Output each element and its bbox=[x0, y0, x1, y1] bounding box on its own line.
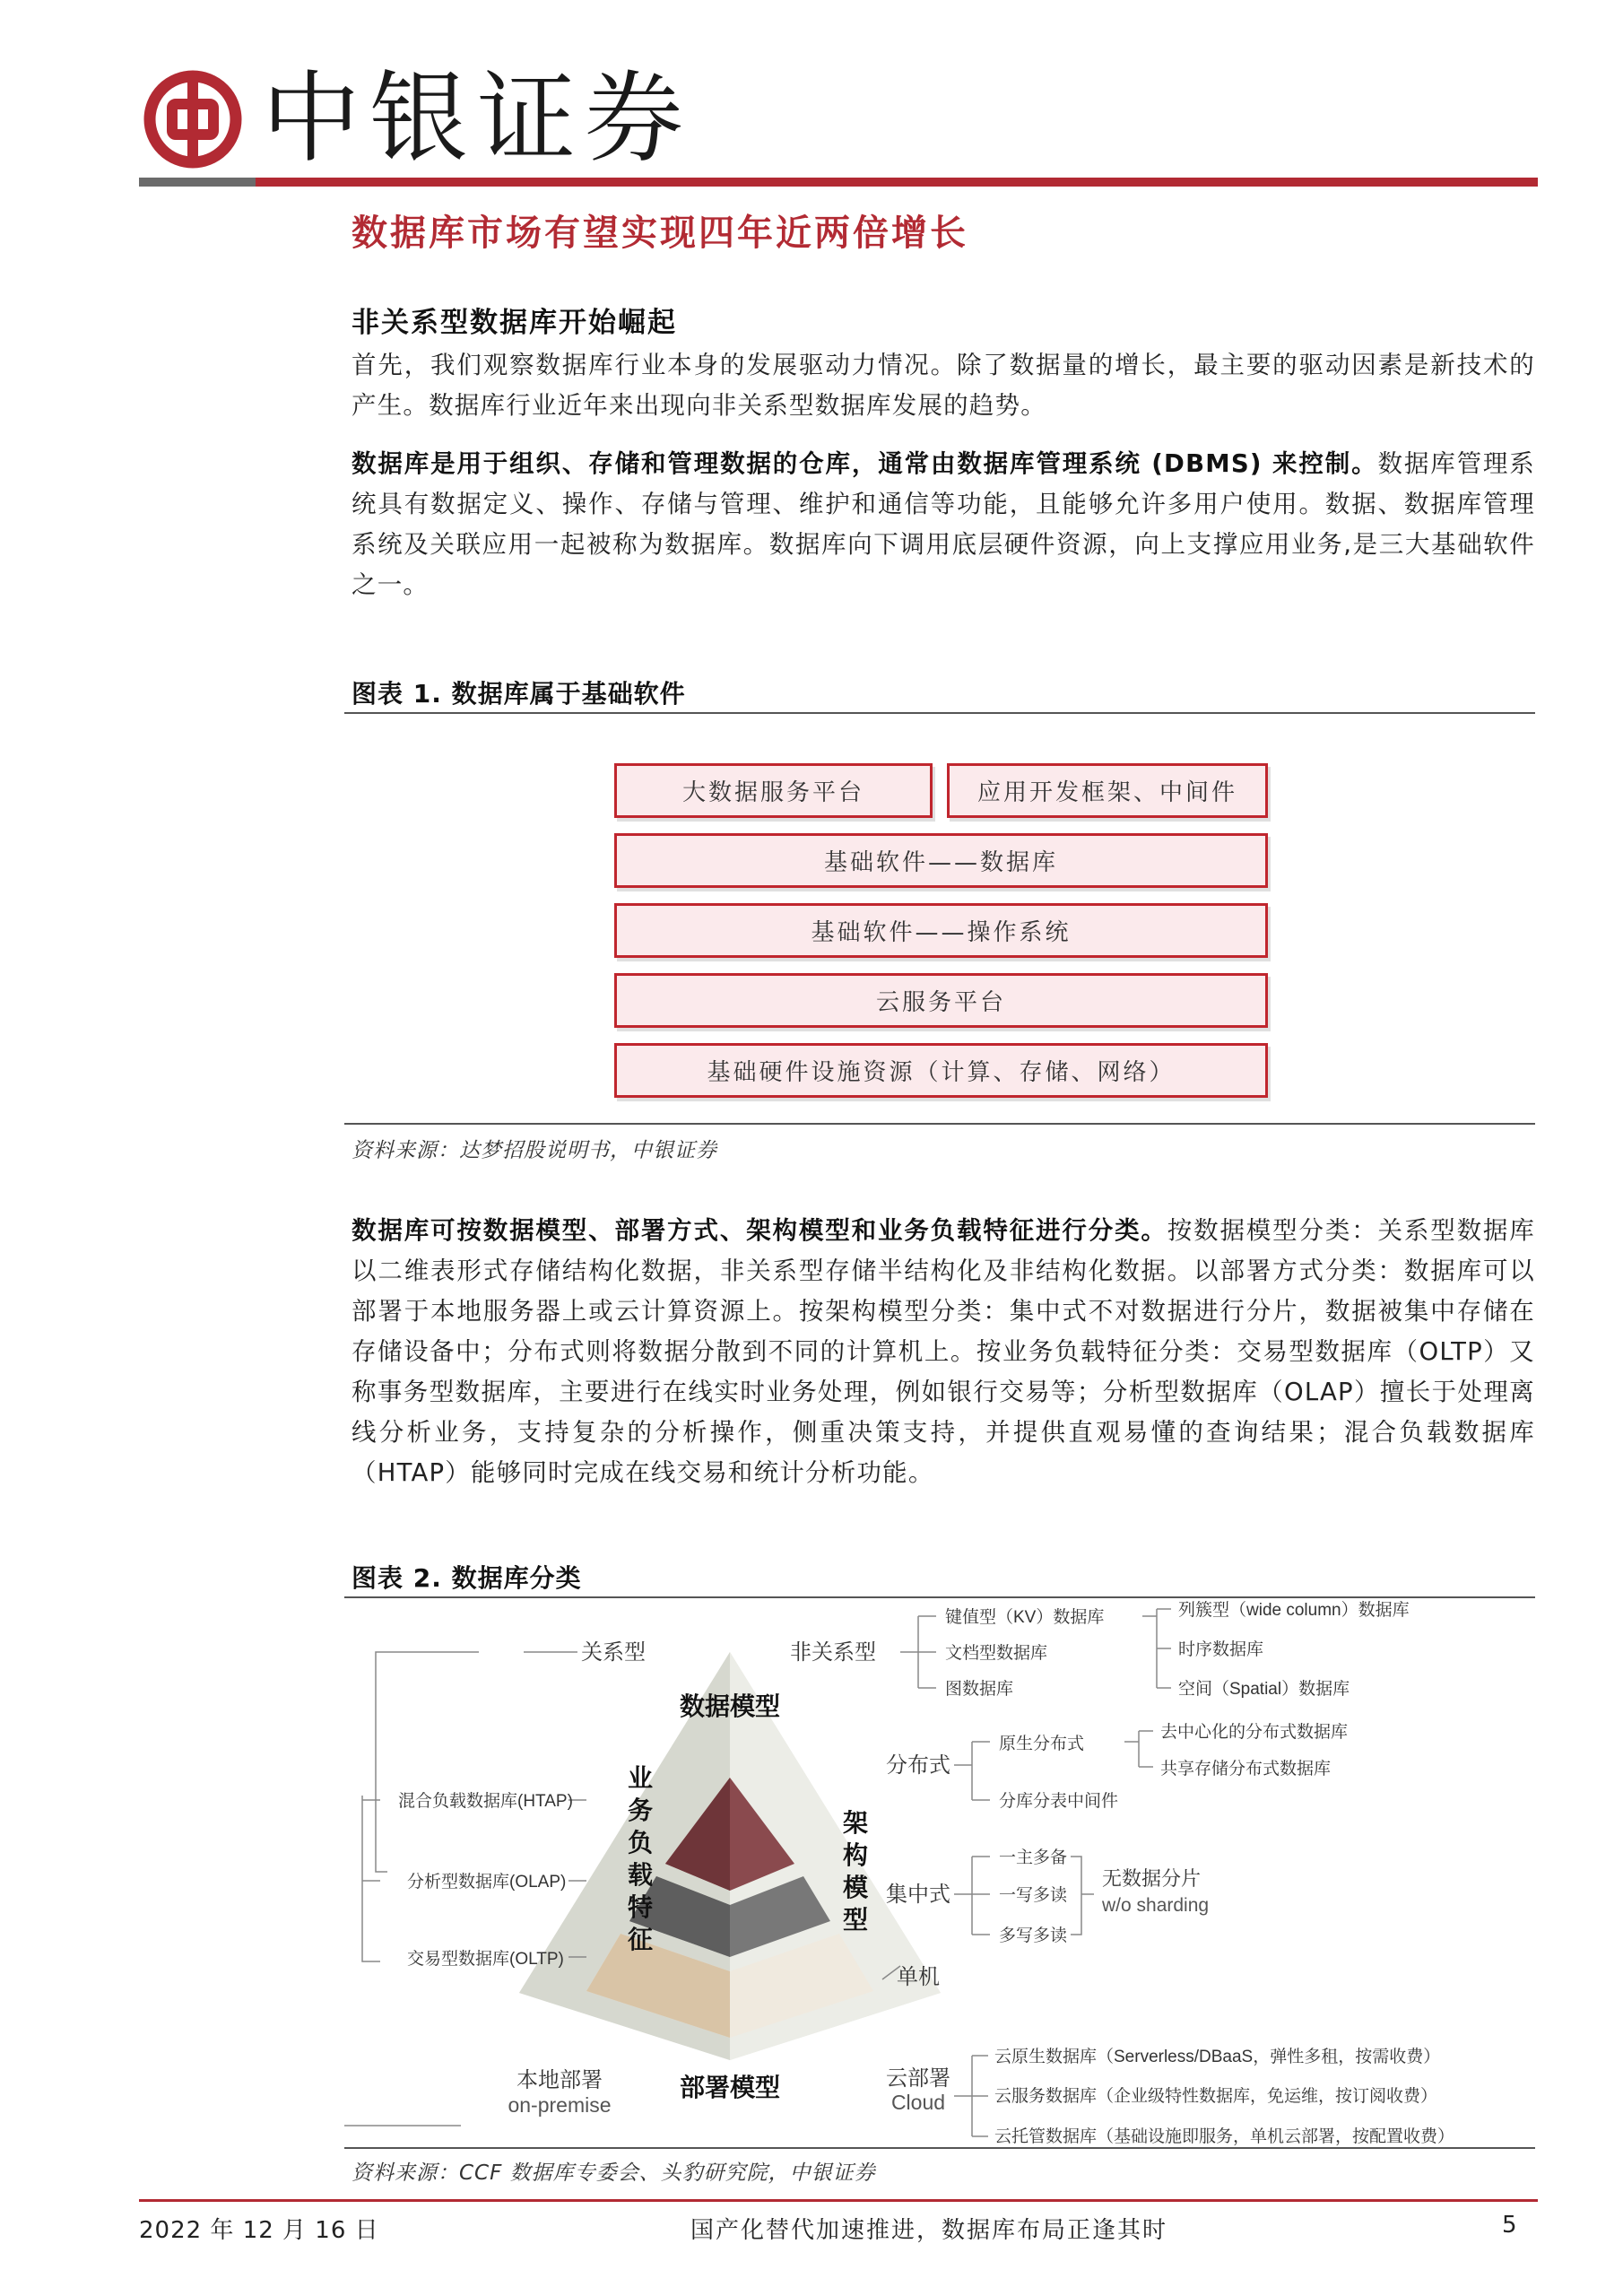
figure-2-label: 图表 2. 数据库分类 bbox=[352, 1563, 582, 1593]
label-no-sharding-en: w/o sharding bbox=[1102, 1895, 1210, 1916]
label-deployment-model: 部署模型 bbox=[679, 2074, 781, 2101]
label-workload-1: 业 bbox=[627, 1764, 654, 1792]
paragraph-2 bbox=[352, 444, 1535, 605]
label-workload-3: 负 bbox=[627, 1829, 654, 1857]
paragraph-3-text: 按数据模型分类：关系型数据库以二维表形式存储结构化数据，非关系型存储半结构化及非结构化数据。以部署方式分类：数据库可以部署于本地服务器上或云计算资源上。按架构模型分类：集中式不对数据进行分片，数据被集中存储在存储设备中；分布式则将数据分散到不同的计算机上。按业务负载特征分类：交易型数据库（OLTP）又称事务型数据库，主要进行在线实时业务处理，例如银行交易等；分析型数据库（OLAP）擅长于处理离线分析业务，支持复杂的分析操作，侧重决策支持，并提供直观易懂的查询结果；混合负载数据库（HTAP）能够同时完成在线交易和统计分析功能。 bbox=[352, 1216, 1535, 1487]
page-number: 5 bbox=[1502, 2212, 1518, 2239]
label-arch-1: 架 bbox=[842, 1809, 869, 1837]
label-timeseries-db: 时序数据库 bbox=[1178, 1640, 1264, 1659]
figure-2-source: 资料来源：CCF 数据库专委会、头豹研究院，中银证券 bbox=[352, 2161, 876, 2185]
label-nonrelational: 非关系型 bbox=[790, 1640, 876, 1665]
paragraph-2-bold: 数据库是用于组织、存储和管理数据的仓库，通常由数据库管理系统 (DBMS) 来控制。 bbox=[352, 449, 1378, 478]
sub-title: 非关系型数据库开始崛起 bbox=[352, 307, 677, 339]
label-cloud-en: Cloud bbox=[890, 2091, 946, 2114]
label-arch-3: 模 bbox=[842, 1874, 869, 1901]
label-cloud-cn: 云部署 bbox=[886, 2066, 950, 2091]
brand-name: 中银证券 bbox=[262, 61, 692, 176]
label-cloud-service-db: 云服务数据库（企业级特性数据库，免运维，按订阅收费） bbox=[994, 2087, 1438, 2106]
header-rule bbox=[139, 178, 1538, 187]
footer-title: 国产化替代加速推进，数据库布局正逢其时 bbox=[690, 2217, 1168, 2244]
label-olap: 分析型数据库(OLAP) bbox=[407, 1873, 567, 1892]
cloud-connectors bbox=[954, 2056, 988, 2136]
label-kv-db: 键值型（KV）数据库 bbox=[945, 1608, 1105, 1627]
label-on-premise-en: on-premise bbox=[508, 2093, 612, 2117]
label-no-sharding-cn: 无数据分片 bbox=[1102, 1867, 1202, 1890]
label-document-db: 文档型数据库 bbox=[945, 1644, 1048, 1663]
label-workload-5: 特 bbox=[627, 1893, 654, 1921]
footer-date: 2022 年 12 月 16 日 bbox=[139, 2217, 379, 2244]
label-on-premise-cn: 本地部署 bbox=[516, 2068, 603, 2092]
label-cloud-native-db: 云原生数据库（Serverless/DBaaS，弹性多租，按需收费） bbox=[994, 2048, 1441, 2066]
figure-1-bottom-rule bbox=[344, 1123, 1535, 1125]
box-hardware: 基础硬件设施资源（计算、存储、网络） bbox=[614, 1043, 1268, 1098]
box-big-data-platform: 大数据服务平台 bbox=[614, 763, 933, 818]
figure-1-top-rule bbox=[344, 712, 1535, 714]
label-centralized: 集中式 bbox=[886, 1883, 950, 1907]
box-app-framework: 应用开发框架、中间件 bbox=[947, 763, 1268, 818]
label-htap: 混合负载数据库(HTAP) bbox=[398, 1792, 573, 1811]
label-relational: 关系型 bbox=[581, 1640, 646, 1665]
paragraph-3-bold: 数据库可按数据模型、部署方式、架构模型和业务负载特征进行分类。 bbox=[352, 1216, 1167, 1245]
box-database: 基础软件——数据库 bbox=[614, 833, 1268, 888]
label-decentralized-db: 去中心化的分布式数据库 bbox=[1160, 1723, 1349, 1742]
label-data-model: 数据模型 bbox=[679, 1692, 781, 1720]
figure-1-source: 资料来源：达梦招股说明书，中银证券 bbox=[352, 1139, 717, 1162]
bank-of-china-logo-icon bbox=[143, 70, 242, 169]
label-one-write: 一写多读 bbox=[999, 1886, 1068, 1905]
label-workload-6: 征 bbox=[627, 1926, 654, 1953]
box-cloud-platform: 云服务平台 bbox=[614, 973, 1268, 1028]
paragraph-1: 首先，我们观察数据库行业本身的发展驱动力情况。除了数据量的增长，最主要的驱动因素是新技术的产生。数据库行业近年来出现向非关系型数据库发展的趋势。 bbox=[352, 351, 1535, 420]
paragraph-3 bbox=[352, 1211, 1535, 1493]
label-distributed: 分布式 bbox=[886, 1753, 950, 1778]
label-arch-2: 构 bbox=[842, 1841, 869, 1869]
box-os: 基础软件——操作系统 bbox=[614, 903, 1268, 958]
section-title: 数据库市场有望实现四年近两倍增长 bbox=[352, 213, 968, 254]
label-native-distributed: 原生分布式 bbox=[999, 1735, 1085, 1753]
paragraph-2-text: 数据库管理系统具有数据定义、操作、存储与管理、维护和通信等功能，且能够允许多用户使用。数据、数据库管理系统及关联应用一起被称为数据库。数据库向下调用底层硬件资源，向上支撑应用业务,是三大基础软件之一。 bbox=[352, 449, 1535, 599]
figure-2-bottom-rule bbox=[344, 2147, 1535, 2149]
label-graph-db: 图数据库 bbox=[945, 1680, 1014, 1699]
label-cloud-hosted-db: 云托管数据库（基础设施即服务，单机云部署，按配置收费） bbox=[994, 2127, 1455, 2146]
label-workload-4: 载 bbox=[627, 1861, 654, 1889]
label-one-master: 一主多备 bbox=[999, 1848, 1068, 1867]
footer-rule bbox=[139, 2199, 1538, 2202]
label-wide-column-db: 列簇型（wide column）数据库 bbox=[1178, 1601, 1410, 1620]
label-spatial-db: 空间（Spatial）数据库 bbox=[1178, 1680, 1350, 1699]
label-shared-storage-db: 共享存储分布式数据库 bbox=[1160, 1760, 1332, 1779]
label-sharding-middleware: 分库分表中间件 bbox=[999, 1792, 1119, 1811]
label-single-node: 单机 bbox=[897, 1965, 940, 1989]
label-arch-4: 型 bbox=[842, 1906, 869, 1934]
figure-1-label: 图表 1. 数据库属于基础软件 bbox=[352, 679, 686, 709]
label-multi-write: 多写多读 bbox=[999, 1926, 1068, 1945]
label-oltp: 交易型数据库(OLTP) bbox=[407, 1950, 564, 1969]
database-classification-diagram bbox=[344, 1598, 1537, 2154]
label-workload-2: 务 bbox=[627, 1796, 654, 1824]
